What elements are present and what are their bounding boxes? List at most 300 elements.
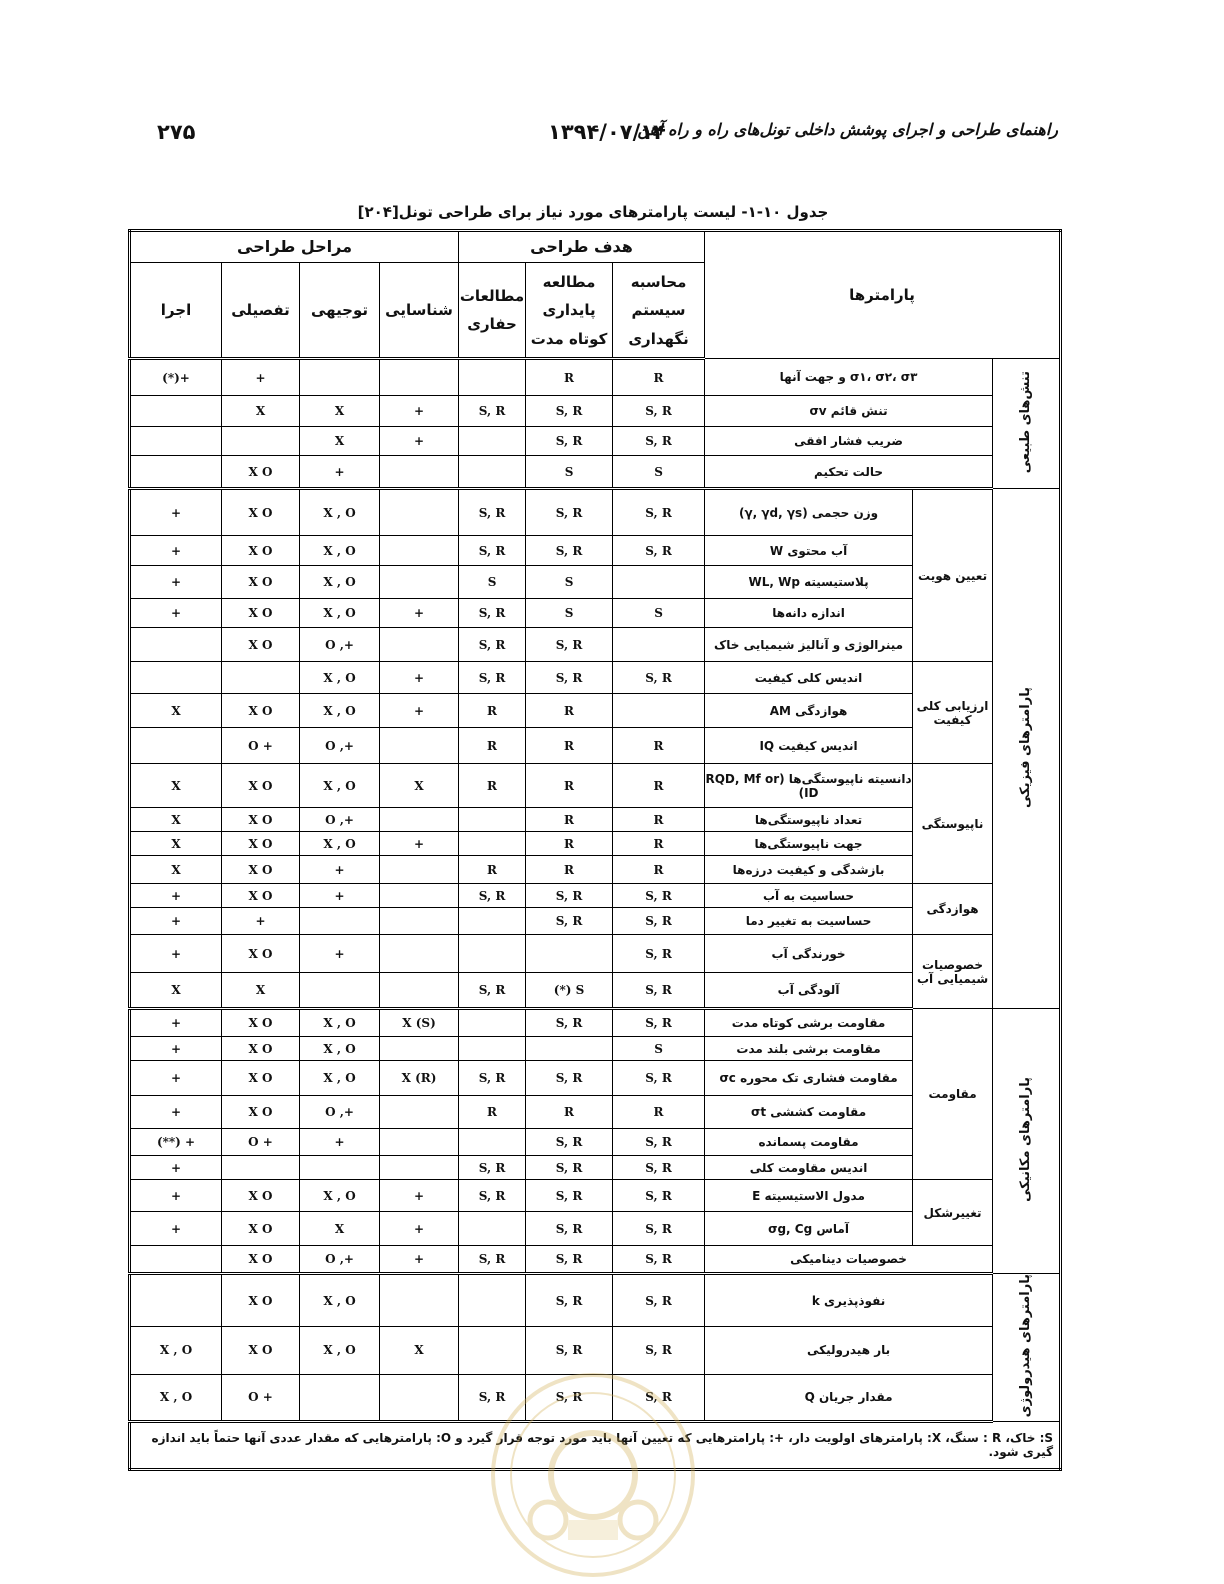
value-cell (459, 456, 526, 489)
value-cell: X (130, 694, 222, 728)
value-cell: S (459, 566, 526, 599)
parameter-name: ضریب فشار افقی (705, 427, 993, 456)
value-cell: S, R (526, 489, 613, 536)
value-cell (130, 1246, 222, 1274)
value-cell: + O (222, 1129, 300, 1156)
section-label-text: تنش‌های طبیعی (1017, 371, 1033, 474)
value-cell (222, 662, 300, 694)
parameter-name: خورندگی آب (705, 935, 913, 973)
value-cell (130, 396, 222, 427)
value-cell: S, R (613, 1156, 705, 1180)
value-cell: S, R (459, 489, 526, 536)
value-cell: S, R (613, 1374, 705, 1421)
value-cell: S, R (459, 884, 526, 908)
parameter-name: جهت ناپیوستگی‌ها (705, 832, 913, 856)
value-cell: X O (222, 694, 300, 728)
section-label-text: پارامترهای هیدرولوژی (1017, 1274, 1033, 1418)
value-cell (380, 973, 459, 1009)
parameter-name: σ۱، σ۲، σ۳ و جهت آنها (705, 359, 993, 396)
group-label: هوازدگی (913, 884, 993, 935)
value-cell: S, R (526, 1180, 613, 1212)
value-cell: S, R (613, 1129, 705, 1156)
value-cell: S, R (459, 1180, 526, 1212)
value-cell (222, 1156, 300, 1180)
value-cell (459, 1129, 526, 1156)
parameter-name: مینرالوژی و آنالیز شیمیایی خاک (705, 628, 913, 662)
value-cell: X (380, 1327, 459, 1374)
section-label (993, 1274, 1061, 1422)
value-cell (380, 856, 459, 884)
value-cell: S, R (526, 1009, 613, 1037)
value-cell: X O (222, 1037, 300, 1061)
parameter-name: اندیس کلی کیفیت (705, 662, 913, 694)
value-cell: R (526, 808, 613, 832)
value-cell: X O (222, 1096, 300, 1129)
value-cell: X , O (300, 1327, 380, 1374)
table-row (130, 396, 1061, 427)
value-cell (613, 628, 705, 662)
value-cell: S, R (526, 427, 613, 456)
value-cell: X (130, 973, 222, 1009)
value-cell: X , O (300, 1274, 380, 1327)
group-label: تعیین هویت (913, 489, 993, 662)
value-cell (380, 908, 459, 935)
value-cell (300, 1374, 380, 1421)
parameter-table (128, 229, 1062, 1471)
value-cell: +, O (300, 808, 380, 832)
value-cell: +, O (300, 1096, 380, 1129)
value-cell: X (130, 764, 222, 808)
value-cell: S, R (526, 536, 613, 566)
value-cell (380, 1037, 459, 1061)
value-cell: S, R (613, 1327, 705, 1374)
group-label: خصوصیات شیمیایی آب (913, 935, 993, 1009)
value-cell (300, 908, 380, 935)
value-cell: S, R (526, 1212, 613, 1246)
value-cell (380, 808, 459, 832)
value-cell: S, R (459, 973, 526, 1009)
value-cell: X O (222, 489, 300, 536)
value-cell: + (130, 1009, 222, 1037)
value-cell (380, 1374, 459, 1421)
group-label: تغییرشکل (913, 1180, 993, 1246)
parameter-name: بازشدگی و کیفیت درزه‌ها (705, 856, 913, 884)
value-cell: S, R (613, 1061, 705, 1096)
value-cell: X (300, 427, 380, 456)
table-caption: جدول ۱۰-۱- لیست پارامترهای مورد نیاز برای طراحی تونل[۲۰۴] (357, 203, 829, 221)
value-cell: S, R (459, 662, 526, 694)
value-cell: + (130, 884, 222, 908)
value-cell: X , O (300, 1037, 380, 1061)
value-cell: R (459, 856, 526, 884)
value-cell (130, 728, 222, 764)
section-label (993, 359, 1061, 489)
value-cell: + (130, 1156, 222, 1180)
header-goal-col: مطالعات حفاری (459, 263, 526, 359)
parameter-name: حساسیت به تغییر دما (705, 908, 913, 935)
table-row (130, 1180, 1061, 1212)
value-cell: X O (222, 1274, 300, 1327)
value-cell (130, 628, 222, 662)
header-parameters: پارامترها (705, 231, 1061, 359)
parameter-name: نفوذپذیری k (705, 1274, 993, 1327)
table-row (130, 427, 1061, 456)
value-cell: R (613, 764, 705, 808)
parameter-name: مقاومت فشاری تک محوره σc (705, 1061, 913, 1096)
parameter-name: مدول الاستیسیته E (705, 1180, 913, 1212)
value-cell: S, R (613, 662, 705, 694)
parameter-table-body (130, 231, 1061, 1470)
value-cell: S, R (459, 599, 526, 628)
value-cell: S, R (526, 628, 613, 662)
value-cell (380, 935, 459, 973)
value-cell: R (613, 856, 705, 884)
value-cell: X O (222, 566, 300, 599)
value-cell (380, 1274, 459, 1327)
header-stage-col: تفصیلی (222, 263, 300, 359)
header-stage-col: توجیهی (300, 263, 380, 359)
value-cell: R (526, 694, 613, 728)
value-cell: + (130, 1180, 222, 1212)
value-cell: S (613, 599, 705, 628)
value-cell (459, 427, 526, 456)
value-cell (613, 566, 705, 599)
value-cell (459, 1009, 526, 1037)
value-cell: X O (222, 935, 300, 973)
value-cell: R (459, 728, 526, 764)
value-cell: X (130, 832, 222, 856)
group-label: ارزیابی کلی کیفیت (913, 662, 993, 764)
value-cell: X O (222, 1212, 300, 1246)
value-cell (380, 536, 459, 566)
value-cell (130, 427, 222, 456)
value-cell: + (380, 1246, 459, 1274)
value-cell: X O (222, 808, 300, 832)
value-cell: + (380, 599, 459, 628)
value-cell: S, R (613, 973, 705, 1009)
parameter-name: مقاومت کششی σt (705, 1096, 913, 1129)
value-cell (300, 973, 380, 1009)
value-cell: S, R (613, 884, 705, 908)
value-cell: S, R (526, 1061, 613, 1096)
value-cell: S, R (459, 1156, 526, 1180)
value-cell (380, 456, 459, 489)
watermark-seal (488, 1370, 698, 1580)
value-cell: S, R (526, 396, 613, 427)
running-header-date: ۱۳۹۴/۰۷/۱۴ (548, 120, 666, 144)
value-cell: S (526, 599, 613, 628)
parameter-name: حالت تحکیم (705, 456, 993, 489)
parameter-name: مقاومت پسمانده (705, 1129, 913, 1156)
value-cell: X (380, 764, 459, 808)
value-cell: R (459, 764, 526, 808)
table-row (130, 1327, 1061, 1374)
value-cell: S, R (459, 628, 526, 662)
value-cell (130, 1274, 222, 1327)
table-row (130, 231, 1061, 263)
value-cell: X (222, 973, 300, 1009)
value-cell (380, 489, 459, 536)
value-cell: S (526, 456, 613, 489)
parameter-name: خصوصیات دینامیکی (705, 1246, 993, 1274)
value-cell: S (526, 566, 613, 599)
table-row (130, 359, 1061, 396)
header-stage-col: اجرا (130, 263, 222, 359)
value-cell (459, 359, 526, 396)
parameter-name: پلاستیسیته WL, Wp (705, 566, 913, 599)
value-cell (380, 728, 459, 764)
value-cell: X , O (130, 1374, 222, 1421)
value-cell: +(*) (130, 359, 222, 396)
value-cell (613, 694, 705, 728)
value-cell (380, 628, 459, 662)
value-cell: + (130, 1061, 222, 1096)
value-cell (130, 662, 222, 694)
value-cell: S, R (526, 1327, 613, 1374)
value-cell: R (613, 808, 705, 832)
value-cell: R (526, 764, 613, 808)
value-cell: S, R (613, 1274, 705, 1327)
value-cell: X , O (300, 1009, 380, 1037)
value-cell: + (130, 908, 222, 935)
value-cell: + (380, 694, 459, 728)
value-cell: + (130, 536, 222, 566)
parameter-name: مقاومت برشی بلند مدت (705, 1037, 913, 1061)
section-label (993, 489, 1061, 1009)
value-cell: S, R (526, 1156, 613, 1180)
value-cell: + (300, 935, 380, 973)
value-cell: X (130, 856, 222, 884)
value-cell: + (130, 935, 222, 973)
value-cell: S, R (613, 1009, 705, 1037)
value-cell: X (130, 808, 222, 832)
table-row (130, 662, 1061, 694)
value-cell: X , O (300, 1180, 380, 1212)
table-row (130, 1009, 1061, 1037)
value-cell: + (300, 856, 380, 884)
value-cell (459, 935, 526, 973)
value-cell: X O (222, 856, 300, 884)
table-row (130, 764, 1061, 808)
value-cell (380, 884, 459, 908)
table-row (130, 489, 1061, 536)
value-cell: X (300, 1212, 380, 1246)
value-cell (526, 1037, 613, 1061)
value-cell: X (S) (380, 1009, 459, 1037)
parameter-name: وزن حجمی (γ, γd, γs) (705, 489, 913, 536)
value-cell: + (380, 1180, 459, 1212)
table-row (130, 935, 1061, 973)
value-cell: S, R (526, 1129, 613, 1156)
value-cell: S, R (459, 396, 526, 427)
group-label: ناپیوستگی (913, 764, 993, 884)
value-cell: S, R (526, 662, 613, 694)
value-cell: X (300, 396, 380, 427)
value-cell: S, R (526, 1246, 613, 1274)
value-cell (459, 1327, 526, 1374)
value-cell: + O (222, 728, 300, 764)
header-goal-col: مطالعه پایداری کوتاه مدت (526, 263, 613, 359)
value-cell (380, 1129, 459, 1156)
value-cell: S, R (613, 908, 705, 935)
value-cell: + (130, 1037, 222, 1061)
page-number: ۲۷۵ (157, 120, 196, 144)
value-cell: X O (222, 628, 300, 662)
header-goal-col: محاسبه سیستم نگهداری (613, 263, 705, 359)
value-cell: X , O (300, 662, 380, 694)
parameter-name: آلودگی آب (705, 973, 913, 1009)
value-cell (459, 832, 526, 856)
value-cell: + O (222, 1374, 300, 1421)
value-cell: X , O (300, 536, 380, 566)
value-cell: + (380, 1212, 459, 1246)
value-cell: S, R (613, 1246, 705, 1274)
table-row (130, 884, 1061, 908)
value-cell: R (613, 728, 705, 764)
value-cell: R (526, 1096, 613, 1129)
value-cell: +, O (300, 628, 380, 662)
parameter-name: آماس σg, Cg (705, 1212, 913, 1246)
value-cell: S, R (613, 427, 705, 456)
value-cell: S, R (459, 1061, 526, 1096)
value-cell: X O (222, 536, 300, 566)
value-cell: X (R) (380, 1061, 459, 1096)
value-cell: +, O (300, 728, 380, 764)
parameter-name: بار هیدرولیکی (705, 1327, 993, 1374)
value-cell: X , O (300, 764, 380, 808)
parameter-name: حساسیت به آب (705, 884, 913, 908)
value-cell (380, 1096, 459, 1129)
value-cell: X O (222, 599, 300, 628)
value-cell: X , O (300, 694, 380, 728)
value-cell: S, R (613, 489, 705, 536)
parameter-name: مقدار جریان Q (705, 1374, 993, 1421)
section-label (993, 1009, 1061, 1274)
header-design-stages: مراحل طراحی (130, 231, 459, 263)
value-cell: X O (222, 1180, 300, 1212)
value-cell: X , O (300, 599, 380, 628)
value-cell: X O (222, 1009, 300, 1037)
table-row (130, 1246, 1061, 1274)
value-cell: S, R (459, 1374, 526, 1421)
value-cell: + (300, 1129, 380, 1156)
group-label: مقاومت (913, 1009, 993, 1180)
value-cell (380, 566, 459, 599)
value-cell: + (222, 908, 300, 935)
parameter-name: تعداد ناپیوستگی‌ها (705, 808, 913, 832)
value-cell: + (380, 427, 459, 456)
value-cell: + (380, 662, 459, 694)
table-row (130, 456, 1061, 489)
value-cell (130, 456, 222, 489)
value-cell: S, R (459, 1246, 526, 1274)
value-cell: + (**) (130, 1129, 222, 1156)
value-cell: R (459, 1096, 526, 1129)
value-cell: + (222, 359, 300, 396)
value-cell: X O (222, 1061, 300, 1096)
value-cell (526, 935, 613, 973)
section-label-text: پارامترهای فیزیکی (1017, 686, 1033, 808)
header-design-goal: هدف طراحی (459, 231, 705, 263)
value-cell: S, R (526, 884, 613, 908)
value-cell: S, R (526, 908, 613, 935)
parameter-name: اندیس کیفیت IQ (705, 728, 913, 764)
value-cell: + (130, 1096, 222, 1129)
parameter-name: اندیس مقاومت کلی (705, 1156, 913, 1180)
value-cell (459, 1212, 526, 1246)
value-cell: + (130, 566, 222, 599)
value-cell: X , O (300, 832, 380, 856)
value-cell: R (459, 694, 526, 728)
value-cell: + (130, 599, 222, 628)
value-cell: R (613, 1096, 705, 1129)
value-cell: X , O (300, 1061, 380, 1096)
value-cell: X O (222, 764, 300, 808)
value-cell: + (130, 489, 222, 536)
parameter-name: آب محتوی W (705, 536, 913, 566)
value-cell: S (613, 456, 705, 489)
value-cell: R (526, 832, 613, 856)
table-legend: S: خاک، R : سنگ، X: پارامترهای اولویت دار، +: پارامترهایی که تعیین آنها باید مورد توجه قرار گیرد و O: پارامترهایی که مقدار عددی آنها حتماً باید اندازه گیری شود. (130, 1422, 1061, 1470)
value-cell: X O (222, 1327, 300, 1374)
value-cell: +, O (300, 1246, 380, 1274)
value-cell: + (300, 884, 380, 908)
value-cell: X , O (300, 489, 380, 536)
parameter-name: مقاومت برشی کوتاه مدت (705, 1009, 913, 1037)
value-cell (380, 359, 459, 396)
value-cell (459, 1037, 526, 1061)
value-cell (300, 359, 380, 396)
value-cell: S, R (459, 536, 526, 566)
table-row (130, 1274, 1061, 1327)
value-cell: + (380, 832, 459, 856)
value-cell (222, 427, 300, 456)
value-cell: X O (222, 1246, 300, 1274)
value-cell (300, 1156, 380, 1180)
value-cell: S, R (526, 1374, 613, 1421)
value-cell: S, R (613, 935, 705, 973)
value-cell: S, R (526, 1274, 613, 1327)
running-header-title: راهنمای طراحی و اجرای پوشش داخلی تونل‌های راه و راه آهن (637, 120, 1058, 139)
value-cell: X O (222, 832, 300, 856)
header-stage-col: شناسایی (380, 263, 459, 359)
value-cell: R (526, 856, 613, 884)
section-label-text: پارامترهای مکانیکی (1017, 1077, 1033, 1203)
value-cell: + (300, 456, 380, 489)
value-cell (459, 808, 526, 832)
value-cell (380, 1156, 459, 1180)
parameter-table-wrapper (128, 229, 1058, 1471)
value-cell: + (130, 1212, 222, 1246)
value-cell: R (613, 832, 705, 856)
value-cell: S, R (613, 536, 705, 566)
value-cell: X , O (300, 566, 380, 599)
value-cell: R (613, 359, 705, 396)
value-cell: R (526, 359, 613, 396)
value-cell: S (*) (526, 973, 613, 1009)
value-cell: + (380, 396, 459, 427)
value-cell: X O (222, 456, 300, 489)
value-cell (459, 908, 526, 935)
parameter-name: تنش قائم σv (705, 396, 993, 427)
value-cell: X O (222, 884, 300, 908)
value-cell: S, R (613, 1212, 705, 1246)
parameter-name: دانسیته ناپیوستگی‌ها (RQD, Mf or ID) (705, 764, 913, 808)
value-cell (459, 1274, 526, 1327)
parameter-name: هوازدگی AM (705, 694, 913, 728)
value-cell: S, R (613, 1180, 705, 1212)
value-cell: S (613, 1037, 705, 1061)
